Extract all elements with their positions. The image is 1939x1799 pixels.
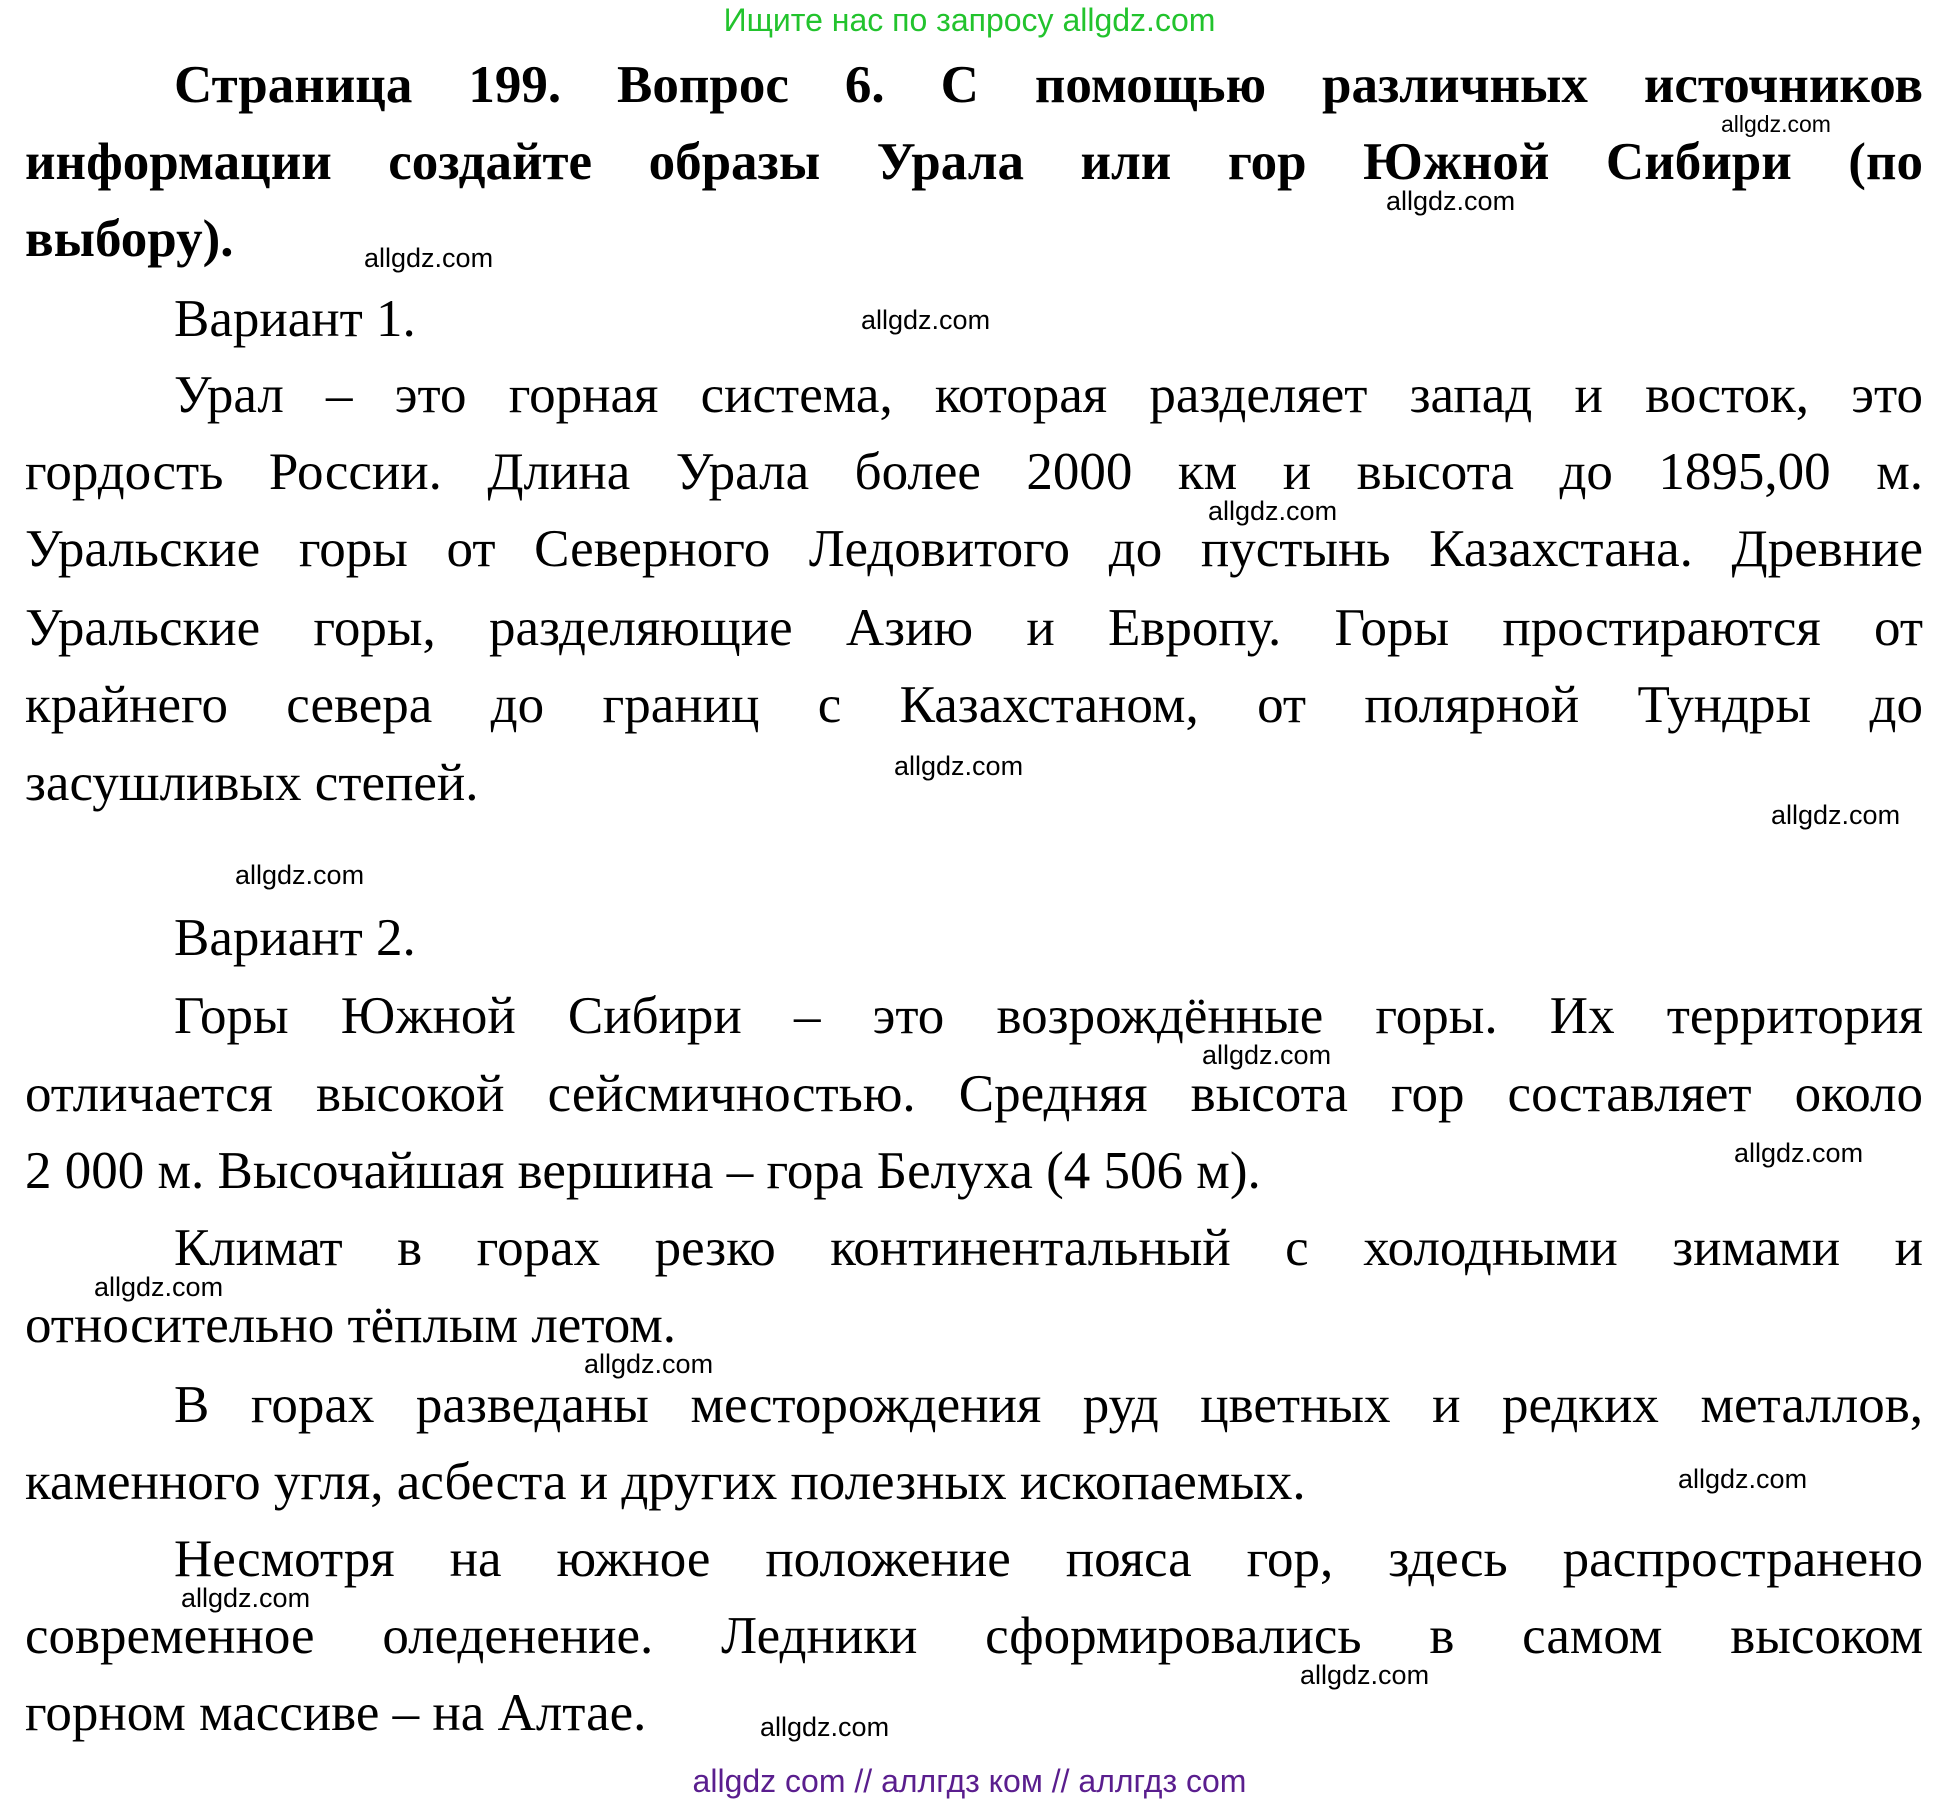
watermark-text: allgdz.com: [235, 860, 365, 890]
watermark-text: allgdz.com: [1202, 1040, 1332, 1070]
question-heading-line: Страница 199. Вопрос 6. С помощью различных источников: [174, 56, 1923, 114]
watermark-text: allgdz.com: [94, 1272, 224, 1302]
answer-text-line: засушливых степей.: [25, 754, 479, 812]
watermark-text: allgdz.com: [584, 1349, 714, 1379]
watermark-text: allgdz.com: [894, 751, 1024, 781]
watermark-text: allgdz.com: [1208, 496, 1338, 526]
answer-text-line: 2 000 м. Высочайшая вершина – гора Белуха (4 506 м).: [25, 1142, 1261, 1200]
answer-text-line: Урал – это горная система, которая разделяет запад и восток, это: [174, 366, 1923, 424]
question-heading-line: выбору).: [25, 210, 234, 268]
search-hint-link[interactable]: Ищите нас по запросу allgdz.com: [723, 2, 1216, 38]
answer-text-line: Вариант 2.: [174, 909, 416, 967]
watermark-text: allgdz.com: [760, 1712, 890, 1742]
answer-text-line: относительно тёплым летом.: [25, 1296, 677, 1354]
answer-text-line: отличается высокой сейсмичностью. Средняя высота гор составляет около: [25, 1065, 1923, 1123]
watermark-text: allgdz.com: [1734, 1138, 1864, 1168]
answer-text-line: каменного угля, асбеста и других полезных ископаемых.: [25, 1453, 1306, 1511]
watermark-text: allgdz.com: [1300, 1660, 1430, 1690]
answer-text-line: В горах разведаны месторождения руд цветных и редких металлов,: [174, 1376, 1923, 1434]
watermark-text: allgdz.com: [364, 243, 494, 273]
watermark-text: allgdz.com: [1771, 800, 1901, 830]
watermark-text: allgdz.com: [181, 1583, 311, 1613]
answer-text-line: современное оледенение. Ледники сформировались в самом высоком: [25, 1607, 1923, 1665]
answer-text-line: горном массиве – на Алтае.: [25, 1684, 647, 1742]
watermark-text: allgdz.com: [1386, 186, 1516, 216]
footer-watermark: allgdz com // аллгдз ком // аллгдз com: [692, 1763, 1247, 1799]
watermark-text: allgdz.com: [1721, 111, 1831, 137]
answer-text-line: Вариант 1.: [174, 290, 416, 348]
answer-text-line: Уральские горы от Северного Ледовитого до пустынь Казахстана. Древние: [25, 520, 1923, 578]
answer-text-line: Горы Южной Сибири – это возрождённые горы. Их территория: [174, 987, 1923, 1045]
question-heading-line: информации создайте образы Урала или гор Южной Сибири (по: [25, 133, 1923, 191]
answer-text-line: Несмотря на южное положение пояса гор, здесь распространено: [174, 1530, 1923, 1588]
watermark-text: allgdz.com: [861, 305, 991, 335]
answer-text-line: Климат в горах резко континентальный с холодными зимами и: [174, 1219, 1923, 1277]
answer-text-line: Уральские горы, разделяющие Азию и Европу. Горы простираются от: [25, 599, 1923, 657]
answer-text-line: крайнего севера до границ с Казахстаном, от полярной Тундры до: [25, 676, 1923, 734]
answer-text-line: гордость России. Длина Урала более 2000 км и высота до 1895,00 м.: [25, 443, 1923, 501]
watermark-text: allgdz.com: [1678, 1464, 1808, 1494]
